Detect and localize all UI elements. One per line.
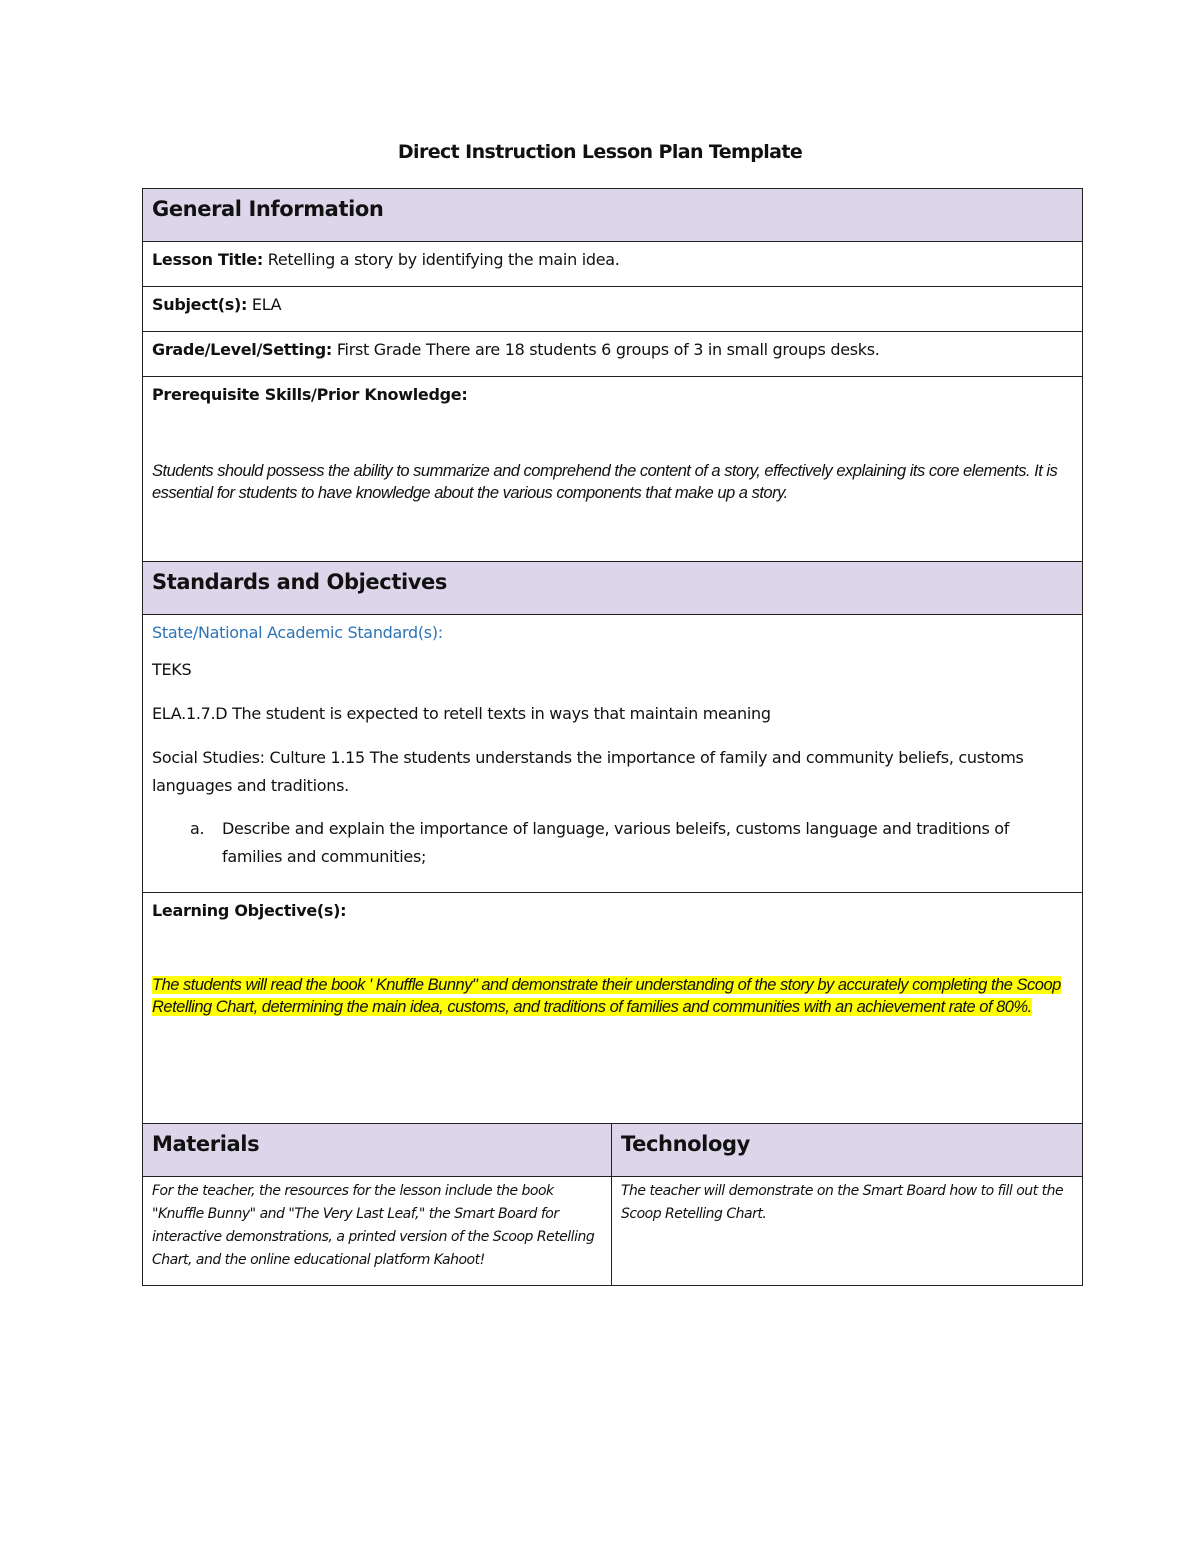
technology-text: The teacher will demonstrate on the Smart Board how to fill out the Scoop Retelling Chart. (621, 1183, 1064, 1222)
lesson-title-row (143, 242, 1083, 287)
standard-list-item (190, 815, 1073, 871)
technology-header (612, 1124, 1083, 1177)
general-information-heading: General Information (152, 197, 384, 221)
grade-level-setting-value: First Grade There are 18 students 6 groups of 3 in small groups desks. (332, 340, 880, 359)
general-information-header (143, 189, 1083, 242)
technology-cell (612, 1177, 1083, 1286)
page-title: Direct Instruction Lesson Plan Template (397, 141, 803, 163)
materials-heading: Materials (152, 1132, 260, 1156)
materials-cell (143, 1177, 612, 1286)
lesson-plan-table (142, 188, 1083, 1286)
lesson-title-value: Retelling a story by identifying the main idea. (262, 250, 620, 269)
subjects-label: Subject(s): (152, 295, 248, 314)
prerequisite-skills-row (143, 377, 1083, 562)
learning-objectives-text (152, 974, 1073, 1018)
learning-objectives-label: Learning Objective(s): (152, 901, 347, 920)
prerequisite-skills-label: Prerequisite Skills/Prior Knowledge: (152, 385, 468, 404)
materials-header (143, 1124, 612, 1177)
prerequisite-skills-text: Students should possess the ability to summarize and comprehend the content of a story, effectively explaining its core elements. It is essential for students to have knowledge about the various components that make up a story. (152, 462, 1058, 502)
list-marker: a. (190, 819, 205, 838)
academic-standard-label: State/National Academic Standard(s): (152, 623, 443, 642)
technology-heading: Technology (621, 1132, 750, 1156)
subjects-row (143, 287, 1083, 332)
list-item-text: Describe and explain the importance of language, various beleifs, customs language and traditions of families and communities; (222, 819, 1010, 866)
learning-objectives-highlight: The students will read the book ' Knuffle Bunny" and demonstrate their understanding of the story by accurately completing the Scoop Retelling Chart, determining the main idea, customs, and traditions of families and communities with an achievement rate of 80%. (152, 976, 1061, 1016)
social-studies-standard-text: Social Studies: Culture 1.15 The students understands the importance of family and community beliefs, customs languages and traditions. (152, 748, 1024, 795)
materials-text: For the teacher, the resources for the lesson include the book "Knuffle Bunny" and "The Very Last Leaf," the Smart Board for interactive demonstrations, a printed version of the Scoop Retelling Chart, and the online educational platform Kahoot! (152, 1183, 595, 1268)
grade-level-setting-label: Grade/Level/Setting: (152, 340, 333, 359)
teks-text: TEKS (152, 660, 192, 679)
learning-objectives-row (143, 893, 1083, 1124)
grade-level-setting-row (143, 332, 1083, 377)
ela-standard-text: ELA.1.7.D The student is expected to retell texts in ways that maintain meaning (152, 704, 771, 723)
standards-objectives-header (143, 562, 1083, 615)
academic-standards-row (143, 615, 1083, 893)
subjects-value: ELA (247, 295, 282, 314)
lesson-title-label: Lesson Title: (152, 250, 263, 269)
standards-objectives-heading: Standards and Objectives (152, 570, 447, 594)
